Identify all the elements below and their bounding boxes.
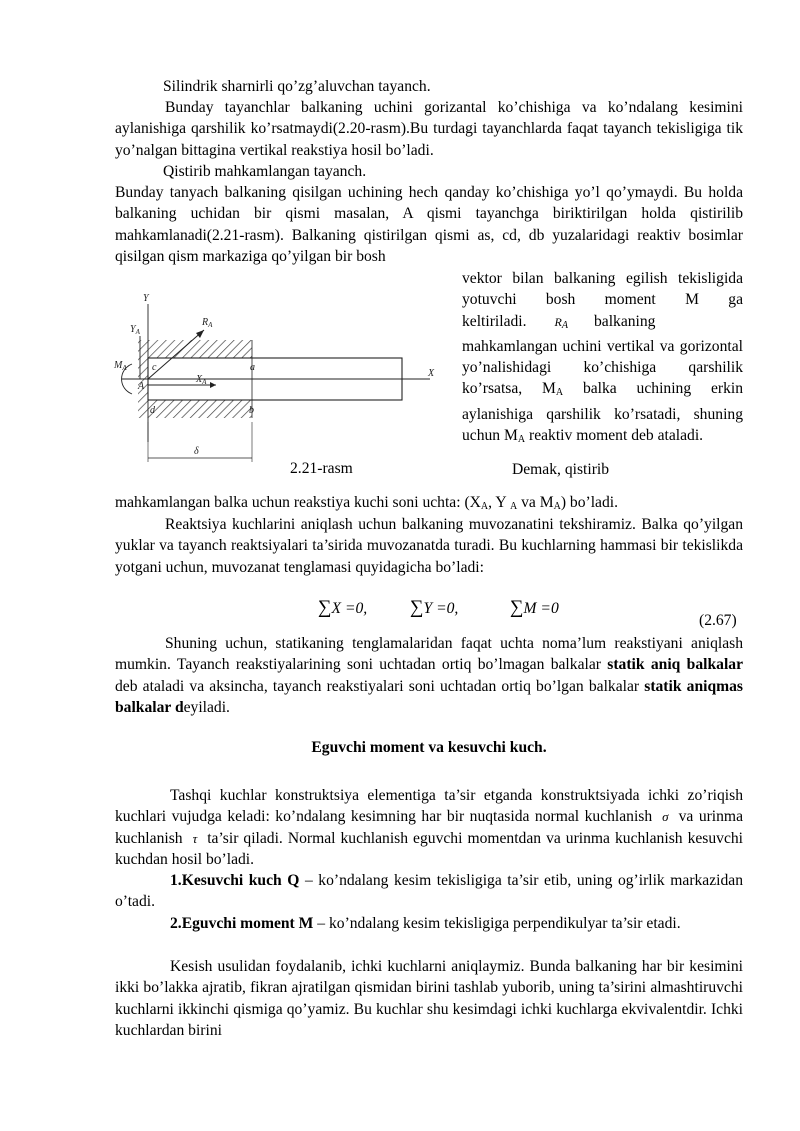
label-c: c [152,362,157,373]
label-ra: $R_A$ [202,317,213,329]
side-text: vektor bilan balkaning egilish tekisligida yotuvchi bosh moment M ga keltiriladi. $R_A$ balkaning mahkamlangan uchini vertikal va gorizontal yo’nalishidagi ko’chishiga qarshilik ko’rsatsa, $M_A$ balka uchining erkin aylanishiga qarshilik ko’rsatadi, shuning uchun $M_A$ reaktiv moment deb ataladi. [462,270,743,446]
side-text-4: reaktiv moment deb ataladi. [525,427,704,445]
paragraph-clamped-support: Bunday tanyach balkaning qisilgan uchining hech qanday ko’chishiga yo’l qo’ymaydi. Bu holda balkaning uchidan bir qismi masalan, A qismi tayanchga biriktirilgan holda qistirilib mahkamlanadi(2.21-rasm). Balkaning qistirilgan qismi as, cd, db yuzalaridagi reaktiv bosimlar qisilgan qism markaziga qo’yilgan bir bosh [115,184,743,265]
paragraph-heading-clamped: Qistirib mahkamlangan tayanch. [163,163,367,180]
hatched-wall-bottom [148,400,252,418]
paragraph-internal-forces: Tashqi kuchlar konstruktsiya elementiga ta’sir etganda konstruktsiyada ichki zo’riqish kuchlari vujudga keladi: ko’ndalang kesimning har bir nuqtasida normal kuchlanish σ va urinma kuchlanish τ ta’sir qiladi. Normal kuchlanish eguvchi momentdan va urinma kuchlanish kesuvchi kuchdan hosil bo’ladi. [115,787,743,868]
paragraph-reaction-count: mahkamlangan balka uchun reakstiya kuchi soni uchta: ($X_A$, Y $_A$ va $M_A$) bo’ladi. [115,494,618,512]
side-text-demak: Demak, qistirib [512,461,610,478]
label-b: b [249,405,254,416]
tau-symbol: τ [192,830,198,846]
paragraph-cylindrical-support: Bunday tayanchlar balkaning uchini gorizantal ko’chishiga va ko’ndalang kesimini aylanishiga qarshilik ko’rsatmaydi(2.20-rasm).Bu turdagi tayanchlarda faqat tayanch tekisligiga tik yo’nalgan bittagina vertikal reakstiya hosil bo’ladi. [115,99,743,159]
label-y: Y [143,293,149,304]
term-statik-aniqmas: statik aniqmas balkalar d [115,677,744,716]
paragraph-equilibrium: Reaktsiya kuchlarini aniqlash uchun balkaning muvozanatini tekshiramiz. Balka qo’yilgan yuklar va tayanch reaktsiyalari ta’sirida muvozanatda turadi. Bu kuchlarning hammasi bir tekislikda yotgani uchun, muvozanat tenglamasi quyidagicha bo’ladi: [115,516,743,576]
label-ya: $Y_A$ [130,324,140,336]
equation-sum-m: ∑M =0 [510,597,559,618]
label-A: A [138,381,145,392]
ra-arrowhead [196,330,204,338]
paragraph-static-determinacy: Shuning uchun, statikaning tenglamalaridan faqat uchta noma’lum reakstiyani aniqlash mumkin. Tayanch reakstiyalarining soni uchtadan ortiq bo’lmagan balkalar statik aniq balkalar deb ataladi va aksincha, tayanch reakstiyalari soni uchtadan ortiq bo’lgan balkalar statik aniqmas balkalar deyiladi. [115,635,744,716]
beam-diagram-figure [112,292,447,464]
label-d: d [150,405,155,416]
term-bending-moment: 2.Eguvchi moment M [170,915,314,932]
label-xa: $X_A$ [196,374,207,386]
side-text-1: vektor bilan balkaning egilish tekisligida yotuvchi bosh moment M ga keltiriladi. [462,270,743,330]
label-a: a [250,362,255,373]
side-text-3: balka uchining erkin aylanishiga qarshilik ko’rsatadi, shuning uchun M [462,380,743,445]
term-statik-aniq: statik aniq balkalar [607,656,743,674]
paragraph-heading-cylindrical: Silindrik sharnirli qo’zg’aluvchan tayanch. [163,78,431,95]
section-heading: Eguvchi moment va kesuvchi kuch. [311,739,547,756]
equation-sum-x: ∑X =0, [318,597,368,618]
term-shear-force: 1.Kesuvchi kuch Q [170,872,300,889]
paragraph-shear-force: 1.Kesuvchi kuch Q – ko’ndalang kesim tekisligiga ta’sir etib, uning og’irlik markazidan o’tadi. [115,872,744,911]
sigma-symbol: σ [662,809,669,825]
hatched-wall-top [148,340,252,358]
figure-caption: 2.21-rasm [290,460,353,477]
reaction-ra-symbol: $R_A$ [554,314,568,331]
label-x: X [428,368,435,379]
paragraph-section-method: Kesish usulidan foydalanib, ichki kuchlarni aniqlaymiz. Bunda balkaning har bir kesimini ikki bo’lakka ajratib, fikran ajratilgan qismidan birini tashlab yuborib, uning ta’sirini almashtiruvchi kuchlarni ikkinchi qismiga qo’yamiz. Bu kuchlar shu kesimdagi ichki kuchlarga ekvivalentdir. Ichki kuchlardan birini [115,958,743,1039]
equation-number: (2.67) [699,612,737,629]
equation-sum-y: ∑Y =0, [410,597,459,618]
side-text-2: balkaning mahkamlangan uchini vertikal va gorizontal yo’nalishidagi ko’chishiga qarshilik ko’rsatsa, M [462,312,743,398]
paragraph-bending-moment: 2.Eguvchi moment M – ko’ndalang kesim tekisligiga perpendikulyar ta’sir etadi. [170,915,681,932]
label-dimension: δ [194,446,199,457]
label-ma: $M_A$ [114,360,127,372]
